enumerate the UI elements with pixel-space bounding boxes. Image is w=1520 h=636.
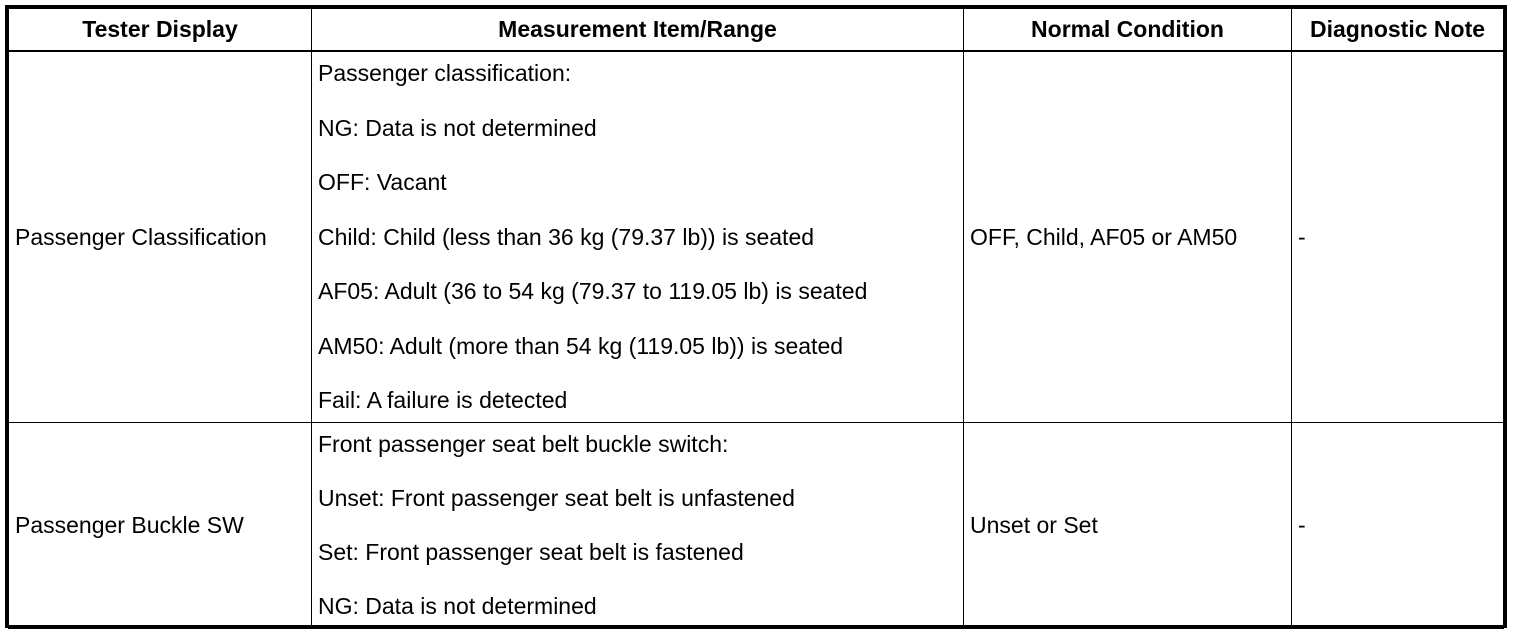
measurement-line: Passenger classification:: [318, 60, 572, 86]
data-list-table-frame: [5, 5, 1507, 628]
measurement-line: Front passenger seat belt buckle switch:: [318, 430, 729, 457]
measurement-line: AF05: Adult (36 to 54 kg (79.37 to 119.05 lb) is seated: [318, 278, 868, 304]
normal-condition-cell: OFF, Child, AF05 or AM50: [964, 51, 1292, 423]
measurement-line: Fail: A failure is detected: [318, 387, 568, 413]
measurement-line: NG: Data is not determined: [318, 114, 597, 141]
measurement-line: Child: Child (less than 36 kg (79.37 lb)) is seated: [318, 223, 815, 250]
table-row: [9, 423, 1504, 629]
header-row: [9, 9, 1504, 52]
measurement-cell: [312, 51, 964, 423]
measurement-cell: [312, 423, 964, 629]
measurement-line: OFF: Vacant: [318, 169, 447, 195]
measurement-line: Set: Front passenger seat belt is fastened: [318, 539, 744, 566]
header-measurement-item-range: Measurement Item/Range: [312, 9, 964, 52]
normal-condition-cell: Unset or Set: [964, 423, 1292, 629]
table-row: [9, 51, 1504, 423]
header-normal-condition: Normal Condition: [964, 9, 1292, 52]
tester-display-cell: Passenger Classification: [9, 51, 312, 423]
measurement-line: Unset: Front passenger seat belt is unfastened: [318, 484, 795, 511]
tester-display-cell: Passenger Buckle SW: [9, 423, 312, 629]
diagnostic-note-cell: -: [1292, 51, 1504, 423]
measurement-line: AM50: Adult (more than 54 kg (119.05 lb)) is seated: [318, 332, 844, 359]
data-list-table: [8, 8, 1504, 629]
diagnostic-note-cell: -: [1292, 423, 1504, 629]
header-diagnostic-note: Diagnostic Note: [1292, 9, 1504, 52]
header-tester-display: Tester Display: [9, 9, 312, 52]
measurement-line: NG: Data is not determined: [318, 593, 597, 620]
